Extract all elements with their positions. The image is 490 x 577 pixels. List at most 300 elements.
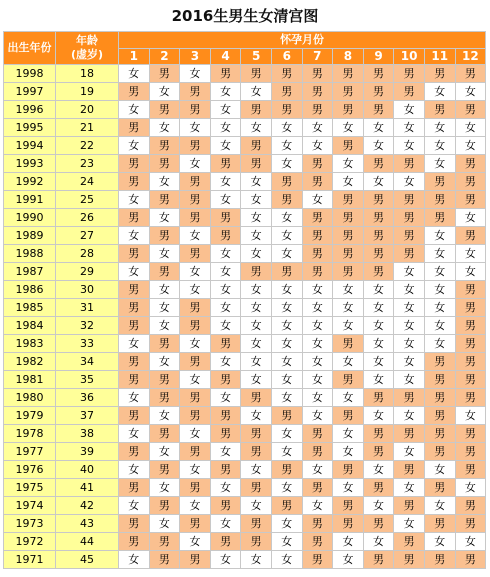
gender-cell: 女	[424, 317, 455, 335]
age-cell: 37	[56, 407, 119, 425]
gender-cell: 男	[455, 299, 486, 317]
gender-cell: 女	[302, 461, 333, 479]
gender-cell: 男	[149, 227, 180, 245]
gender-cell: 女	[210, 479, 241, 497]
gender-cell: 男	[424, 371, 455, 389]
gender-cell: 女	[241, 191, 272, 209]
gender-cell: 男	[149, 137, 180, 155]
gender-cell: 女	[241, 461, 272, 479]
gender-cell: 男	[241, 137, 272, 155]
page-title: 2016生男生女清宫图	[171, 7, 319, 25]
gender-cell: 男	[241, 533, 272, 551]
gender-cell: 男	[363, 425, 394, 443]
gender-cell: 男	[363, 191, 394, 209]
gender-cell: 女	[241, 173, 272, 191]
gender-cell: 男	[455, 353, 486, 371]
gender-cell: 女	[302, 497, 333, 515]
table-row	[4, 245, 486, 263]
gender-cell: 女	[333, 119, 364, 137]
gender-cell: 女	[363, 461, 394, 479]
gender-cell: 男	[424, 101, 455, 119]
gender-cell: 女	[241, 227, 272, 245]
table-row	[4, 281, 486, 299]
table-row	[4, 371, 486, 389]
gender-cell: 女	[210, 317, 241, 335]
gender-cell: 男	[119, 299, 150, 317]
gender-cell: 男	[119, 515, 150, 533]
gender-cell: 男	[210, 533, 241, 551]
gender-cell: 男	[363, 389, 394, 407]
gender-cell: 女	[363, 317, 394, 335]
gender-cell: 男	[149, 533, 180, 551]
birth-year-cell: 1975	[4, 479, 56, 497]
birth-year-cell: 1991	[4, 191, 56, 209]
gender-cell: 男	[302, 551, 333, 569]
gender-cell: 男	[271, 497, 302, 515]
birth-year-cell: 1986	[4, 281, 56, 299]
months-header: 怀孕月份	[119, 32, 486, 49]
gender-cell: 女	[363, 533, 394, 551]
gender-cell: 女	[394, 119, 425, 137]
gender-cell: 男	[119, 245, 150, 263]
gender-cell: 男	[363, 551, 394, 569]
age-header-line2: (虚岁)	[70, 48, 104, 61]
age-cell: 25	[56, 191, 119, 209]
gender-cell: 男	[180, 299, 211, 317]
gender-cell: 女	[241, 119, 272, 137]
birth-year-cell: 1987	[4, 263, 56, 281]
gender-cell: 男	[119, 119, 150, 137]
gender-cell: 女	[455, 137, 486, 155]
gender-cell: 男	[455, 173, 486, 191]
age-cell: 19	[56, 83, 119, 101]
gender-cell: 女	[149, 407, 180, 425]
age-cell: 43	[56, 515, 119, 533]
month-header-11: 11	[424, 49, 455, 65]
gender-cell: 男	[455, 65, 486, 83]
gender-cell: 男	[394, 533, 425, 551]
gender-cell: 男	[333, 407, 364, 425]
gender-cell: 女	[333, 317, 364, 335]
gender-cell: 男	[363, 245, 394, 263]
gender-cell: 女	[271, 299, 302, 317]
gender-cell: 女	[271, 515, 302, 533]
gender-cell: 男	[333, 137, 364, 155]
gender-cell: 女	[241, 83, 272, 101]
gender-cell: 女	[455, 83, 486, 101]
age-cell: 36	[56, 389, 119, 407]
age-cell: 41	[56, 479, 119, 497]
gender-cell: 女	[241, 497, 272, 515]
gender-cell: 女	[424, 119, 455, 137]
gender-cell: 男	[424, 551, 455, 569]
gender-cell: 女	[394, 371, 425, 389]
gender-cell: 男	[455, 227, 486, 245]
age-cell: 24	[56, 173, 119, 191]
table-row	[4, 389, 486, 407]
gender-cell: 女	[210, 515, 241, 533]
gender-cell: 男	[302, 515, 333, 533]
gender-cell: 男	[333, 83, 364, 101]
gender-cell: 男	[180, 317, 211, 335]
gender-cell: 女	[302, 191, 333, 209]
table-row	[4, 155, 486, 173]
gender-cell: 男	[394, 83, 425, 101]
gender-cell: 女	[424, 461, 455, 479]
gender-cell: 男	[241, 425, 272, 443]
age-cell: 35	[56, 371, 119, 389]
gender-cell: 男	[363, 209, 394, 227]
gender-cell: 男	[271, 101, 302, 119]
gender-cell: 男	[149, 191, 180, 209]
birth-year-cell: 1998	[4, 65, 56, 83]
gender-cell: 女	[210, 191, 241, 209]
gender-chart-table	[3, 31, 486, 569]
gender-cell: 男	[180, 353, 211, 371]
gender-cell: 男	[119, 209, 150, 227]
gender-cell: 女	[424, 533, 455, 551]
gender-cell: 女	[210, 353, 241, 371]
month-header-4: 4	[210, 49, 241, 65]
age-cell: 20	[56, 101, 119, 119]
gender-cell: 女	[363, 173, 394, 191]
age-cell: 32	[56, 317, 119, 335]
gender-cell: 女	[424, 263, 455, 281]
gender-cell: 男	[424, 515, 455, 533]
birth-year-cell: 1977	[4, 443, 56, 461]
birth-year-cell: 1985	[4, 299, 56, 317]
gender-cell: 男	[424, 479, 455, 497]
month-header-10: 10	[394, 49, 425, 65]
gender-cell: 女	[424, 335, 455, 353]
gender-cell: 女	[149, 119, 180, 137]
gender-cell: 女	[302, 317, 333, 335]
gender-cell: 男	[302, 227, 333, 245]
gender-cell: 女	[241, 371, 272, 389]
gender-cell: 男	[119, 353, 150, 371]
gender-cell: 女	[241, 317, 272, 335]
gender-cell: 男	[210, 65, 241, 83]
birth-year-cell: 1988	[4, 245, 56, 263]
gender-cell: 女	[394, 407, 425, 425]
gender-cell: 女	[271, 353, 302, 371]
gender-cell: 男	[210, 425, 241, 443]
gender-cell: 男	[333, 101, 364, 119]
birth-year-cell: 1992	[4, 173, 56, 191]
gender-cell: 女	[119, 65, 150, 83]
gender-cell: 女	[210, 137, 241, 155]
gender-cell: 男	[180, 551, 211, 569]
gender-cell: 女	[424, 155, 455, 173]
gender-cell: 男	[363, 443, 394, 461]
gender-cell: 男	[333, 371, 364, 389]
gender-cell: 女	[241, 407, 272, 425]
gender-cell: 男	[394, 461, 425, 479]
gender-cell: 男	[363, 263, 394, 281]
gender-cell: 女	[455, 209, 486, 227]
table-row	[4, 83, 486, 101]
gender-cell: 女	[302, 137, 333, 155]
gender-cell: 女	[210, 245, 241, 263]
gender-cell: 男	[333, 263, 364, 281]
gender-cell: 男	[363, 83, 394, 101]
gender-cell: 女	[394, 443, 425, 461]
gender-cell: 女	[394, 101, 425, 119]
gender-cell: 男	[149, 263, 180, 281]
age-cell: 26	[56, 209, 119, 227]
birth-year-cell: 1984	[4, 317, 56, 335]
gender-cell: 女	[149, 245, 180, 263]
gender-cell: 男	[149, 497, 180, 515]
gender-cell: 男	[302, 443, 333, 461]
gender-cell: 女	[424, 137, 455, 155]
gender-cell: 男	[363, 227, 394, 245]
table-row	[4, 461, 486, 479]
gender-cell: 女	[363, 497, 394, 515]
gender-cell: 女	[271, 137, 302, 155]
gender-cell: 男	[149, 461, 180, 479]
table-row	[4, 263, 486, 281]
gender-cell: 男	[394, 227, 425, 245]
gender-cell: 女	[180, 227, 211, 245]
gender-cell: 男	[119, 83, 150, 101]
table-row	[4, 317, 486, 335]
age-cell: 29	[56, 263, 119, 281]
gender-cell: 男	[363, 155, 394, 173]
gender-cell: 女	[241, 281, 272, 299]
gender-cell: 男	[149, 389, 180, 407]
gender-cell: 男	[455, 497, 486, 515]
gender-cell: 男	[180, 515, 211, 533]
gender-cell: 男	[302, 101, 333, 119]
month-header-12: 12	[455, 49, 486, 65]
gender-cell: 女	[119, 101, 150, 119]
gender-cell: 男	[149, 101, 180, 119]
birth-year-cell: 1972	[4, 533, 56, 551]
gender-cell: 男	[424, 389, 455, 407]
gender-cell: 女	[119, 461, 150, 479]
gender-cell: 女	[210, 281, 241, 299]
birth-year-cell: 1976	[4, 461, 56, 479]
gender-cell: 女	[241, 353, 272, 371]
gender-cell: 男	[302, 425, 333, 443]
gender-cell: 女	[363, 137, 394, 155]
birth-year-cell: 1983	[4, 335, 56, 353]
gender-cell: 男	[210, 461, 241, 479]
table-row	[4, 551, 486, 569]
gender-cell: 男	[333, 497, 364, 515]
gender-cell: 男	[302, 83, 333, 101]
gender-cell: 男	[363, 65, 394, 83]
age-cell: 22	[56, 137, 119, 155]
gender-cell: 女	[271, 389, 302, 407]
gender-cell: 女	[363, 371, 394, 389]
month-header-2: 2	[149, 49, 180, 65]
table-row	[4, 443, 486, 461]
month-header-7: 7	[302, 49, 333, 65]
gender-cell: 男	[333, 65, 364, 83]
gender-cell: 女	[180, 281, 211, 299]
month-header-3: 3	[180, 49, 211, 65]
gender-cell: 男	[302, 479, 333, 497]
table-row	[4, 101, 486, 119]
gender-cell: 男	[455, 155, 486, 173]
gender-cell: 男	[119, 407, 150, 425]
month-header-9: 9	[363, 49, 394, 65]
gender-cell: 女	[119, 389, 150, 407]
gender-cell: 男	[455, 461, 486, 479]
gender-cell: 男	[180, 191, 211, 209]
gender-cell: 男	[241, 101, 272, 119]
gender-cell: 女	[210, 389, 241, 407]
gender-cell: 男	[333, 245, 364, 263]
gender-cell: 男	[333, 227, 364, 245]
gender-cell: 女	[363, 335, 394, 353]
gender-cell: 男	[241, 479, 272, 497]
gender-cell: 女	[394, 353, 425, 371]
gender-cell: 男	[241, 155, 272, 173]
gender-cell: 女	[333, 173, 364, 191]
birth-year-cell: 1979	[4, 407, 56, 425]
month-header-8: 8	[333, 49, 364, 65]
gender-cell: 女	[241, 299, 272, 317]
gender-cell: 女	[149, 317, 180, 335]
gender-cell: 女	[394, 317, 425, 335]
month-header-5: 5	[241, 49, 272, 65]
gender-cell: 女	[394, 299, 425, 317]
gender-cell: 女	[149, 479, 180, 497]
gender-cell: 男	[394, 497, 425, 515]
gender-cell: 男	[455, 515, 486, 533]
gender-cell: 男	[394, 389, 425, 407]
gender-cell: 男	[302, 263, 333, 281]
gender-cell: 女	[302, 353, 333, 371]
gender-cell: 男	[180, 137, 211, 155]
gender-cell: 女	[241, 209, 272, 227]
gender-cell: 男	[210, 407, 241, 425]
gender-cell: 女	[394, 263, 425, 281]
table-row	[4, 209, 486, 227]
gender-cell: 男	[333, 209, 364, 227]
gender-cell: 女	[394, 137, 425, 155]
gender-cell: 女	[363, 299, 394, 317]
gender-cell: 女	[394, 515, 425, 533]
gender-cell: 女	[149, 209, 180, 227]
gender-cell: 男	[180, 83, 211, 101]
gender-cell: 女	[149, 353, 180, 371]
gender-cell: 女	[424, 245, 455, 263]
gender-cell: 女	[180, 425, 211, 443]
gender-cell: 女	[271, 281, 302, 299]
gender-cell: 女	[149, 173, 180, 191]
gender-cell: 女	[455, 533, 486, 551]
gender-cell: 男	[210, 227, 241, 245]
gender-cell: 男	[241, 263, 272, 281]
age-cell: 42	[56, 497, 119, 515]
chart-body	[4, 65, 486, 569]
gender-cell: 男	[363, 101, 394, 119]
gender-cell: 女	[271, 335, 302, 353]
gender-cell: 女	[455, 245, 486, 263]
table-row	[4, 479, 486, 497]
gender-cell: 男	[271, 83, 302, 101]
gender-cell: 女	[271, 119, 302, 137]
gender-cell: 女	[241, 551, 272, 569]
birth-year-cell: 1978	[4, 425, 56, 443]
age-cell: 31	[56, 299, 119, 317]
table-row	[4, 533, 486, 551]
gender-cell: 男	[119, 155, 150, 173]
gender-cell: 男	[271, 263, 302, 281]
birth-year-cell: 1973	[4, 515, 56, 533]
gender-cell: 男	[363, 515, 394, 533]
gender-cell: 女	[180, 155, 211, 173]
gender-cell: 男	[119, 173, 150, 191]
gender-cell: 女	[149, 281, 180, 299]
gender-cell: 女	[241, 335, 272, 353]
gender-cell: 女	[180, 119, 211, 137]
gender-cell: 女	[210, 83, 241, 101]
gender-cell: 男	[180, 479, 211, 497]
gender-cell: 男	[302, 209, 333, 227]
gender-cell: 女	[149, 299, 180, 317]
gender-cell: 女	[271, 245, 302, 263]
table-row	[4, 299, 486, 317]
gender-cell: 女	[271, 227, 302, 245]
birth-year-cell: 1993	[4, 155, 56, 173]
month-header-1: 1	[119, 49, 150, 65]
gender-cell: 男	[394, 209, 425, 227]
gender-cell: 女	[424, 83, 455, 101]
age-cell: 28	[56, 245, 119, 263]
gender-cell: 女	[333, 533, 364, 551]
month-header-6: 6	[271, 49, 302, 65]
gender-cell: 女	[363, 281, 394, 299]
gender-cell: 男	[119, 281, 150, 299]
age-cell: 38	[56, 425, 119, 443]
gender-cell: 男	[333, 191, 364, 209]
gender-cell: 男	[180, 407, 211, 425]
gender-cell: 男	[455, 371, 486, 389]
gender-cell: 女	[119, 335, 150, 353]
gender-cell: 女	[424, 497, 455, 515]
gender-cell: 男	[302, 245, 333, 263]
gender-cell: 男	[394, 425, 425, 443]
birth-year-cell: 1996	[4, 101, 56, 119]
table-row	[4, 137, 486, 155]
gender-cell: 女	[302, 281, 333, 299]
gender-cell: 男	[424, 443, 455, 461]
birth-year-cell: 1995	[4, 119, 56, 137]
gender-cell: 男	[333, 515, 364, 533]
gender-cell: 男	[424, 65, 455, 83]
gender-cell: 女	[210, 443, 241, 461]
gender-cell: 女	[180, 65, 211, 83]
age-cell: 27	[56, 227, 119, 245]
table-row	[4, 335, 486, 353]
age-cell: 44	[56, 533, 119, 551]
gender-cell: 男	[180, 101, 211, 119]
gender-cell: 男	[119, 479, 150, 497]
gender-cell: 女	[271, 371, 302, 389]
birth-year-cell: 1997	[4, 83, 56, 101]
gender-cell: 女	[333, 425, 364, 443]
gender-cell: 女	[333, 299, 364, 317]
gender-cell: 男	[210, 209, 241, 227]
gender-cell: 女	[302, 407, 333, 425]
age-cell: 23	[56, 155, 119, 173]
gender-cell: 女	[424, 281, 455, 299]
